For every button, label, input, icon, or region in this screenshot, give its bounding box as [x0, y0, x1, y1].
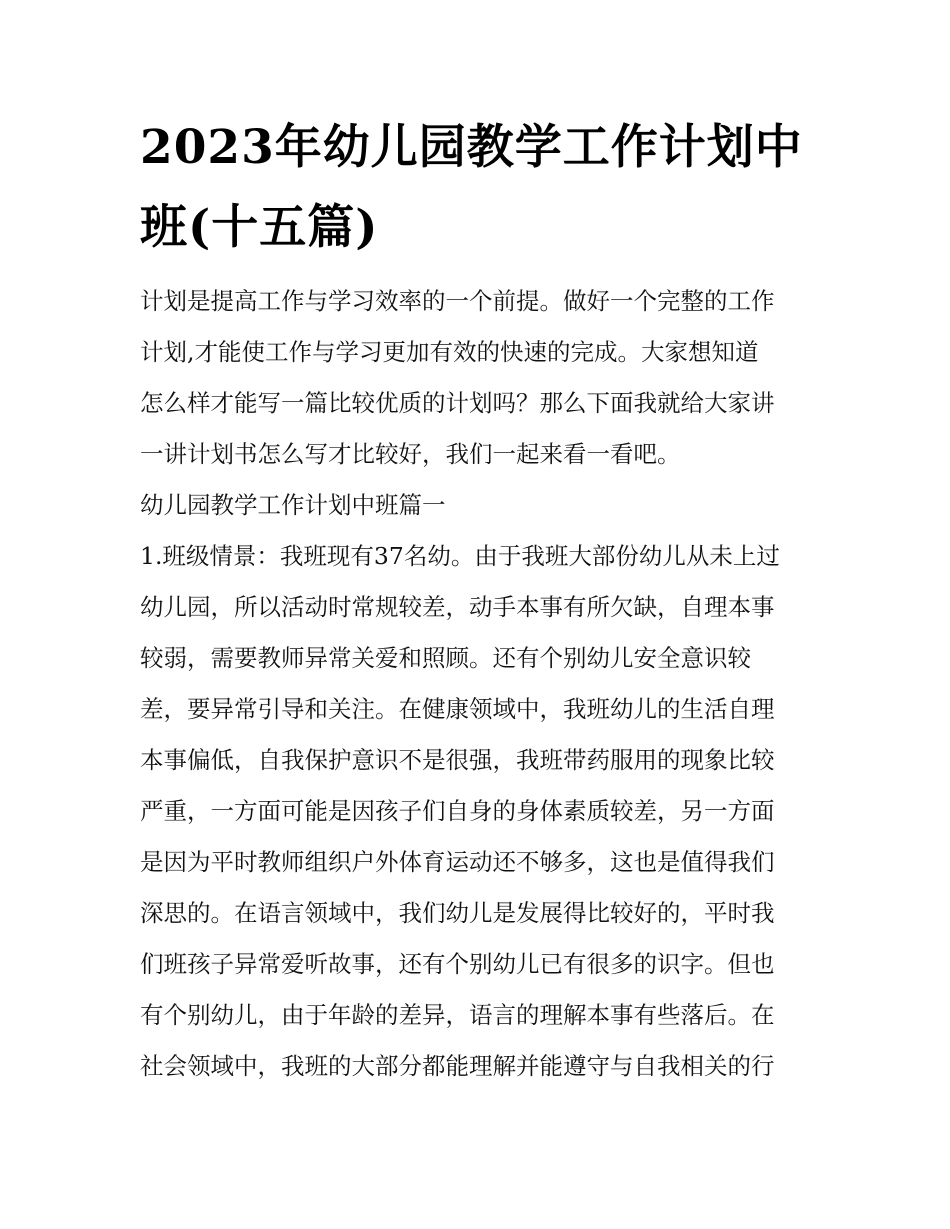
section-line: 1.班级情景：我班现有37名幼。由于我班大部份幼儿从未上过	[140, 542, 780, 570]
section-line: 社会领域中，我班的大部分都能理解并能遵守与自我相关的行	[140, 1052, 775, 1080]
section-heading: 幼儿园教学工作计划中班篇一	[140, 491, 446, 519]
section-line: 本事偏低，自我保护意识不是很强，我班带药服用的现象比较	[140, 746, 775, 774]
section-line: 深思的。在语言领域中，我们幼儿是发展得比较好的，平时我	[140, 899, 775, 927]
section-line: 们班孩子异常爱听故事，还有个别幼儿已有很多的识字。但也	[140, 950, 775, 978]
section-line: 幼儿园，所以活动时常规较差，动手本事有所欠缺，自理本事	[140, 593, 775, 621]
intro-line: 一讲计划书怎么写才比较好，我们一起来看一看吧。	[140, 440, 681, 468]
document-title	[140, 108, 820, 268]
title-line-2: 班(十五篇)	[140, 200, 379, 255]
section-line: 较弱，需要教师异常关爱和照顾。还有个别幼儿安全意识较	[140, 644, 751, 672]
section-line: 有个别幼儿，由于年龄的差异，语言的理解本事有些落后。在	[140, 1001, 775, 1029]
document-body	[140, 276, 820, 1092]
intro-line: 计划是提高工作与学习效率的一个前提。做好一个完整的工作	[140, 287, 775, 315]
section-line: 差，要异常引导和关注。在健康领域中，我班幼儿的生活自理	[140, 695, 775, 723]
title-line-1: 2023年幼儿园教学工作计划中	[140, 120, 803, 175]
section-line: 是因为平时教师组织户外体育运动还不够多，这也是值得我们	[140, 848, 775, 876]
intro-line: 计划,才能使工作与学习更加有效的快速的完成。大家想知道	[140, 338, 759, 366]
intro-line: 怎么样才能写一篇比较优质的计划吗？那么下面我就给大家讲	[140, 389, 775, 417]
section-line: 严重，一方面可能是因孩子们自身的身体素质较差，另一方面	[140, 797, 775, 825]
